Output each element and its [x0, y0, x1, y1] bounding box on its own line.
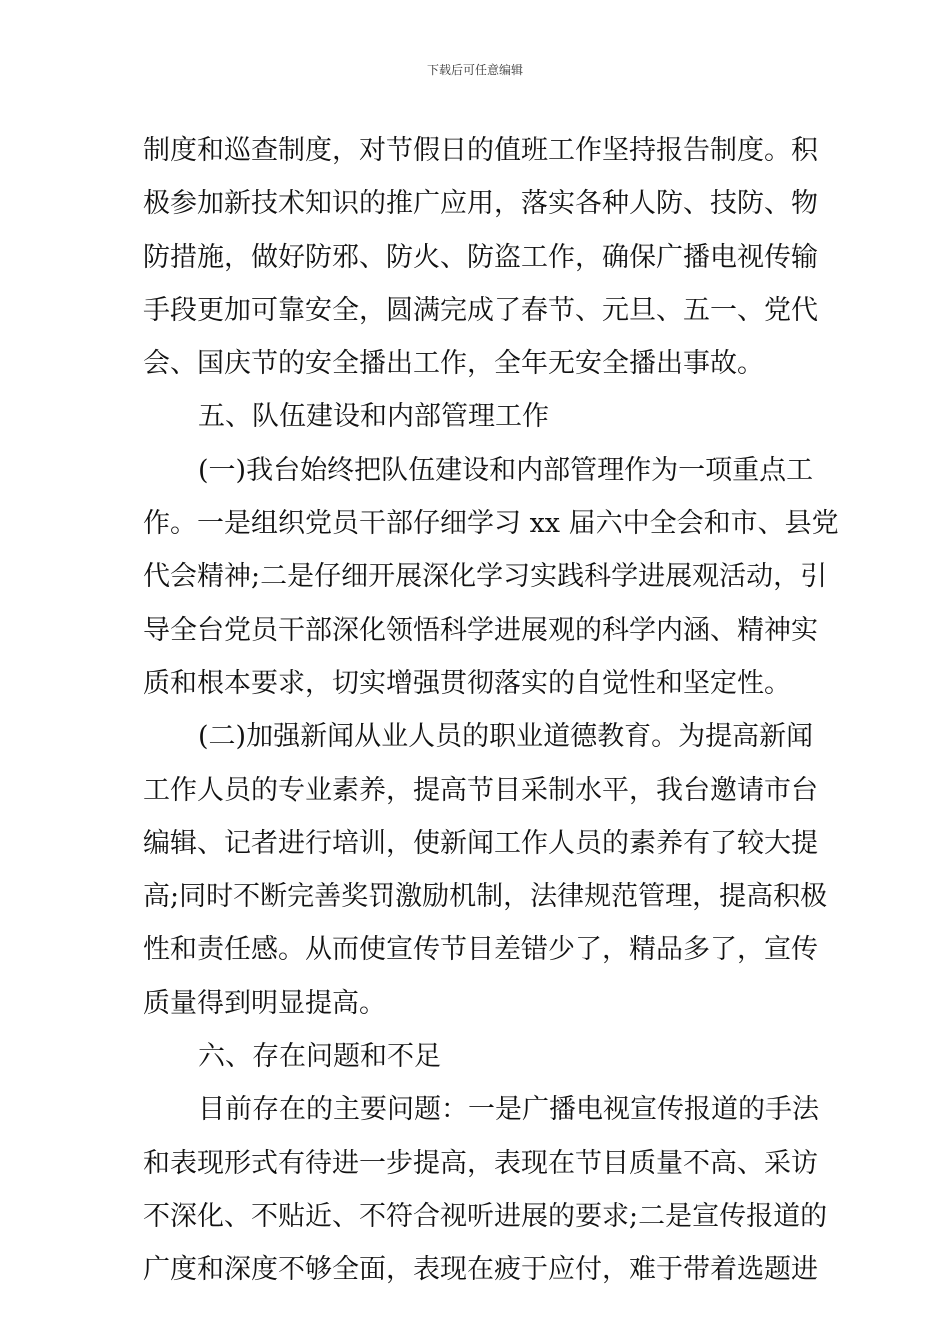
text-line: (一)我台始终把队伍建设和内部管理作为一项重点工	[198, 454, 814, 486]
text-line: (二)加强新闻从业人员的职业道德教育。为提高新闻	[198, 721, 814, 753]
text-line: 和表现形式有待进一步提高，表现在节目质量不高、采访	[143, 1147, 818, 1179]
text-line: 手段更加可靠安全，圆满完成了春节、元旦、五一、党代	[143, 294, 818, 326]
text-line: 广度和深度不够全面，表现在疲于应付，难于带着选题进	[143, 1254, 818, 1286]
text-line: 五、队伍建设和内部管理工作	[198, 401, 549, 433]
text-line: 编辑、记者进行培训，使新闻工作人员的素养有了较大提	[143, 827, 818, 859]
text-line: 高;同时不断完善奖罚激励机制，法律规范管理，提高积极	[143, 881, 828, 913]
text-line: 防措施，做好防邪、防火、防盗工作，确保广播电视传输	[143, 241, 818, 273]
text-line: 质量得到明显提高。	[143, 987, 386, 1019]
text-line: 作。一是组织党员干部仔细学习 xx 届六中全会和市、县党	[143, 508, 839, 540]
text-line: 代会精神;二是仔细开展深化学习实践科学进展观活动，引	[143, 561, 828, 593]
text-line: 工作人员的专业素养，提高节目采制水平，我台邀请市台	[143, 774, 818, 806]
text-line: 目前存在的主要问题：一是广播电视宣传报道的手法	[198, 1094, 819, 1126]
page-header: 下载后可任意编辑	[426, 63, 523, 77]
text-line: 极参加新技术知识的推广应用，落实各种人防、技防、物	[143, 188, 818, 220]
text-line: 会、国庆节的安全播出工作，全年无安全播出事故。	[143, 348, 764, 380]
text-line: 不深化、不贴近、不符合视听进展的要求;二是宣传报道的	[143, 1200, 828, 1232]
document-body	[143, 124, 839, 1297]
text-line: 质和根本要求，切实增强贯彻落实的自觉性和坚定性。	[143, 667, 791, 699]
text-line: 性和责任感。从而使宣传节目差错少了，精品多了，宣传	[143, 934, 818, 966]
text-line: 制度和巡查制度，对节假日的值班工作坚持报告制度。积	[143, 135, 818, 166]
text-line: 六、存在问题和不足	[198, 1041, 441, 1073]
text-line: 导全台党员干部深化领悟科学进展观的科学内涵、精神实	[143, 614, 818, 646]
